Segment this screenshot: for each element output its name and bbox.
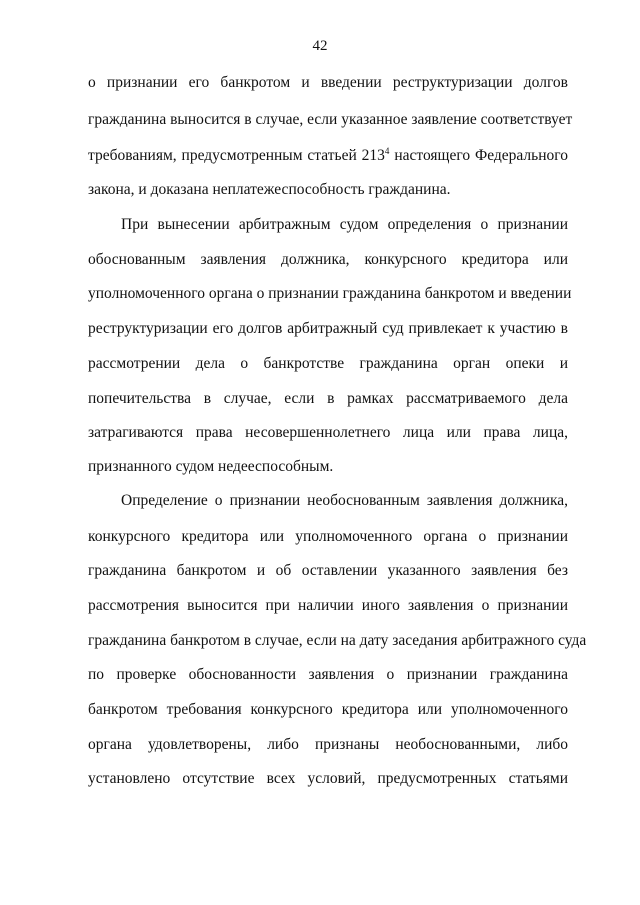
superscript-article-number: 4 [384,146,390,156]
text-line: по проверке обоснованности заявления о признании гражданина [88,666,568,683]
text-line: обоснованным заявления должника, конкурсного кредитора или [88,251,568,268]
text-line: гражданина выносится в случае, если указанное заявление соответствует [88,111,573,128]
text-line [88,146,568,166]
page-number: 42 [312,38,328,54]
text-line: попечительства в случае, если в рамках рассматриваемого дела [88,390,568,407]
text-line: признанного судом недееспособным. [88,458,334,475]
text-line: банкротом требования конкурсного кредитора или уполномоченного [88,701,568,718]
text-line: гражданина банкротом и об оставлении указанного заявления без [88,562,568,579]
text-line: рассмотрении дела о банкротстве гражданина орган опеки и [88,355,568,372]
text-line: о признании его банкротом и введении реструктуризации долгов [88,74,568,91]
text-line: установлено отсутствие всех условий, предусмотренных статьями [88,770,568,787]
text-line: Определение о признании необоснованным заявления должника, [121,492,568,509]
text-line: конкурсного кредитора или уполномоченного органа о признании [88,528,568,545]
text-line: затрагиваются права несовершеннолетнего лица или права лица, [88,424,568,441]
text-line: реструктуризации его долгов арбитражный суд привлекает к участию в [88,320,568,337]
text-fragment: требованиям, предусмотренным статьей 213 [88,147,385,164]
text-line: закона, и доказана неплатежеспособность гражданина. [88,181,451,198]
text-line: рассмотрения выносится при наличии иного заявления о признании [88,597,568,614]
text-line: гражданина банкротом в случае, если на дату заседания арбитражного суда [88,632,587,649]
text-line: При вынесении арбитражным судом определения о признании [121,216,568,233]
text-fragment: настоящего Федерального [389,147,568,164]
text-line: органа удовлетворены, либо признаны необоснованными, либо [88,736,568,753]
text-line: уполномоченного органа о признании гражданина банкротом и введении [88,285,572,302]
